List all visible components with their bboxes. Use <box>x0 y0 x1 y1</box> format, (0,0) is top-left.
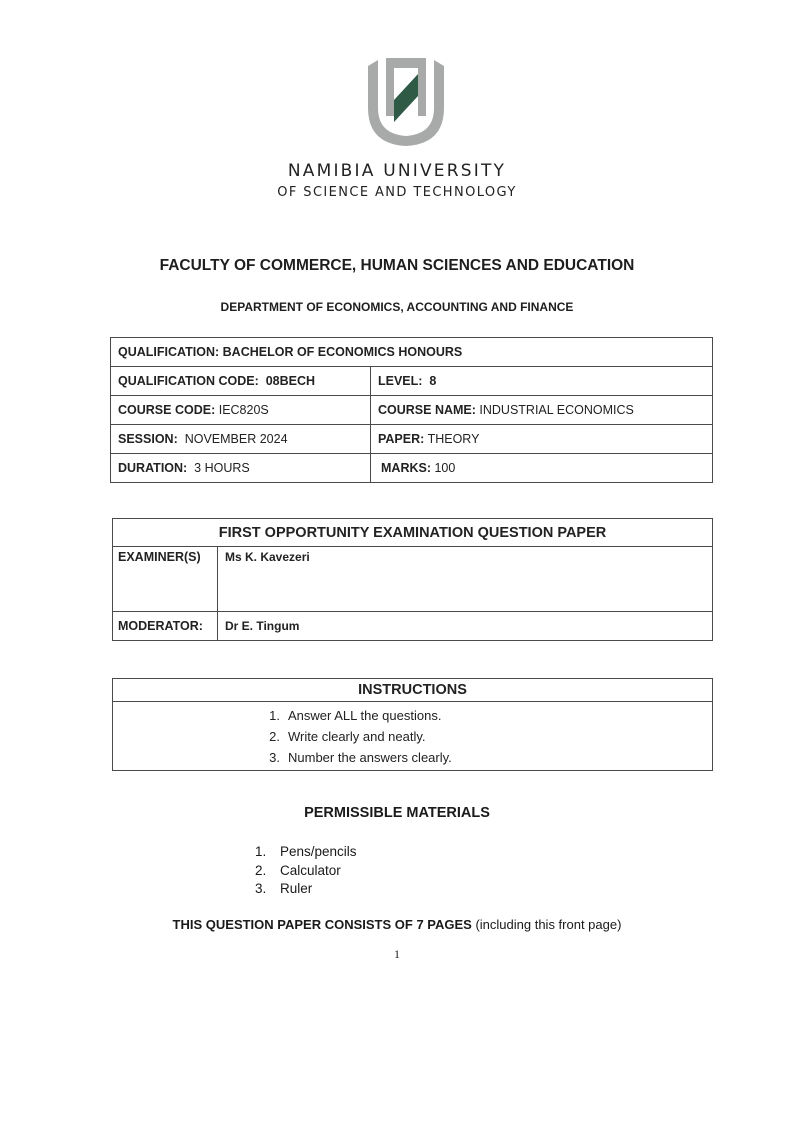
table-row <box>111 425 713 454</box>
paper-cell <box>371 425 713 454</box>
qualification-cell <box>111 338 713 367</box>
qualification-table <box>110 337 713 483</box>
qualification-code-cell <box>111 367 371 396</box>
table-row <box>113 612 713 641</box>
qualification-value: BACHELOR OF ECONOMICS HONOURS <box>222 345 463 359</box>
list-item <box>255 843 357 862</box>
university-shield-logo-icon <box>364 56 448 148</box>
qualification-code-value: 08BECH <box>265 374 316 388</box>
examiner-label: EXAMINER(S) <box>113 547 218 612</box>
exam-title: FIRST OPPORTUNITY EXAMINATION QUESTION PAPER <box>113 519 713 547</box>
paper-value: THEORY <box>427 432 480 446</box>
table-row <box>111 396 713 425</box>
duration-cell <box>111 454 371 483</box>
moderator-value: Dr E. Tingum <box>218 612 713 641</box>
examiner-value: Ms K. Kavezeri <box>218 547 713 612</box>
table-row <box>113 702 713 771</box>
list-text: Write clearly and neatly. <box>288 729 426 744</box>
table-row <box>113 679 713 702</box>
course-name-value: INDUSTRIAL ECONOMICS <box>479 403 634 417</box>
marks-value: 100 <box>434 461 456 475</box>
list-item <box>255 862 357 881</box>
list-text: Calculator <box>280 862 341 878</box>
level-label: LEVEL: <box>378 374 423 388</box>
table-row <box>111 367 713 396</box>
list-item <box>258 747 712 768</box>
level-value: 8 <box>429 374 437 388</box>
list-item <box>258 726 712 747</box>
moderator-label: MODERATOR: <box>113 612 218 641</box>
instructions-list <box>258 705 712 768</box>
course-name-label: COURSE NAME: <box>378 403 476 417</box>
university-subtitle: OF SCIENCE AND TECHNOLOGY <box>277 185 517 200</box>
faculty-title: FACULTY OF COMMERCE, HUMAN SCIENCES AND EDUCATION <box>159 257 635 274</box>
exam-info-table <box>112 518 713 641</box>
qualification-label: QUALIFICATION: <box>118 345 220 359</box>
list-text: Pens/pencils <box>280 844 357 859</box>
permissible-materials-title: PERMISSIBLE MATERIALS <box>304 805 490 821</box>
list-item <box>255 880 357 899</box>
course-code-cell <box>111 396 371 425</box>
list-text: Answer ALL the questions. <box>288 708 442 723</box>
list-number: 3. <box>269 750 280 765</box>
page-count-bold: THIS QUESTION PAPER CONSISTS OF 7 PAGES <box>172 917 472 932</box>
course-code-value: IEC820S <box>218 403 269 417</box>
page-count-note <box>0 917 794 932</box>
table-row <box>113 519 713 547</box>
paper-label: PAPER: <box>378 432 425 446</box>
level-cell <box>371 367 713 396</box>
duration-value: 3 HOURS <box>194 461 250 475</box>
marks-label: MARKS: <box>381 461 431 475</box>
list-number: 2. <box>269 729 280 744</box>
marks-cell <box>371 454 713 483</box>
session-value: NOVEMBER 2024 <box>184 432 288 446</box>
table-row <box>113 547 713 612</box>
page-number: 1 <box>394 947 400 961</box>
list-number: 1. <box>255 844 267 859</box>
course-code-label: COURSE CODE: <box>118 403 216 417</box>
university-name: NAMIBIA UNIVERSITY <box>287 161 507 181</box>
list-text: Number the answers clearly. <box>288 750 452 765</box>
qualification-code-label: QUALIFICATION CODE: <box>118 374 259 388</box>
instructions-table <box>112 678 713 771</box>
session-cell <box>111 425 371 454</box>
department-title: DEPARTMENT OF ECONOMICS, ACCOUNTING AND FINANCE <box>220 300 574 314</box>
list-number: 1. <box>269 708 280 723</box>
table-row <box>111 338 713 367</box>
session-label: SESSION: <box>118 432 178 446</box>
list-number: 3. <box>255 881 267 896</box>
instructions-title: INSTRUCTIONS <box>113 679 713 702</box>
course-name-cell <box>371 396 713 425</box>
list-item <box>258 705 712 726</box>
table-row <box>111 454 713 483</box>
duration-label: DURATION: <box>118 461 188 475</box>
permissible-materials-list <box>255 843 357 899</box>
instructions-body <box>113 702 713 771</box>
list-number: 2. <box>255 862 267 878</box>
page-count-normal: (including this front page) <box>471 917 622 932</box>
list-text: Ruler <box>280 881 313 896</box>
